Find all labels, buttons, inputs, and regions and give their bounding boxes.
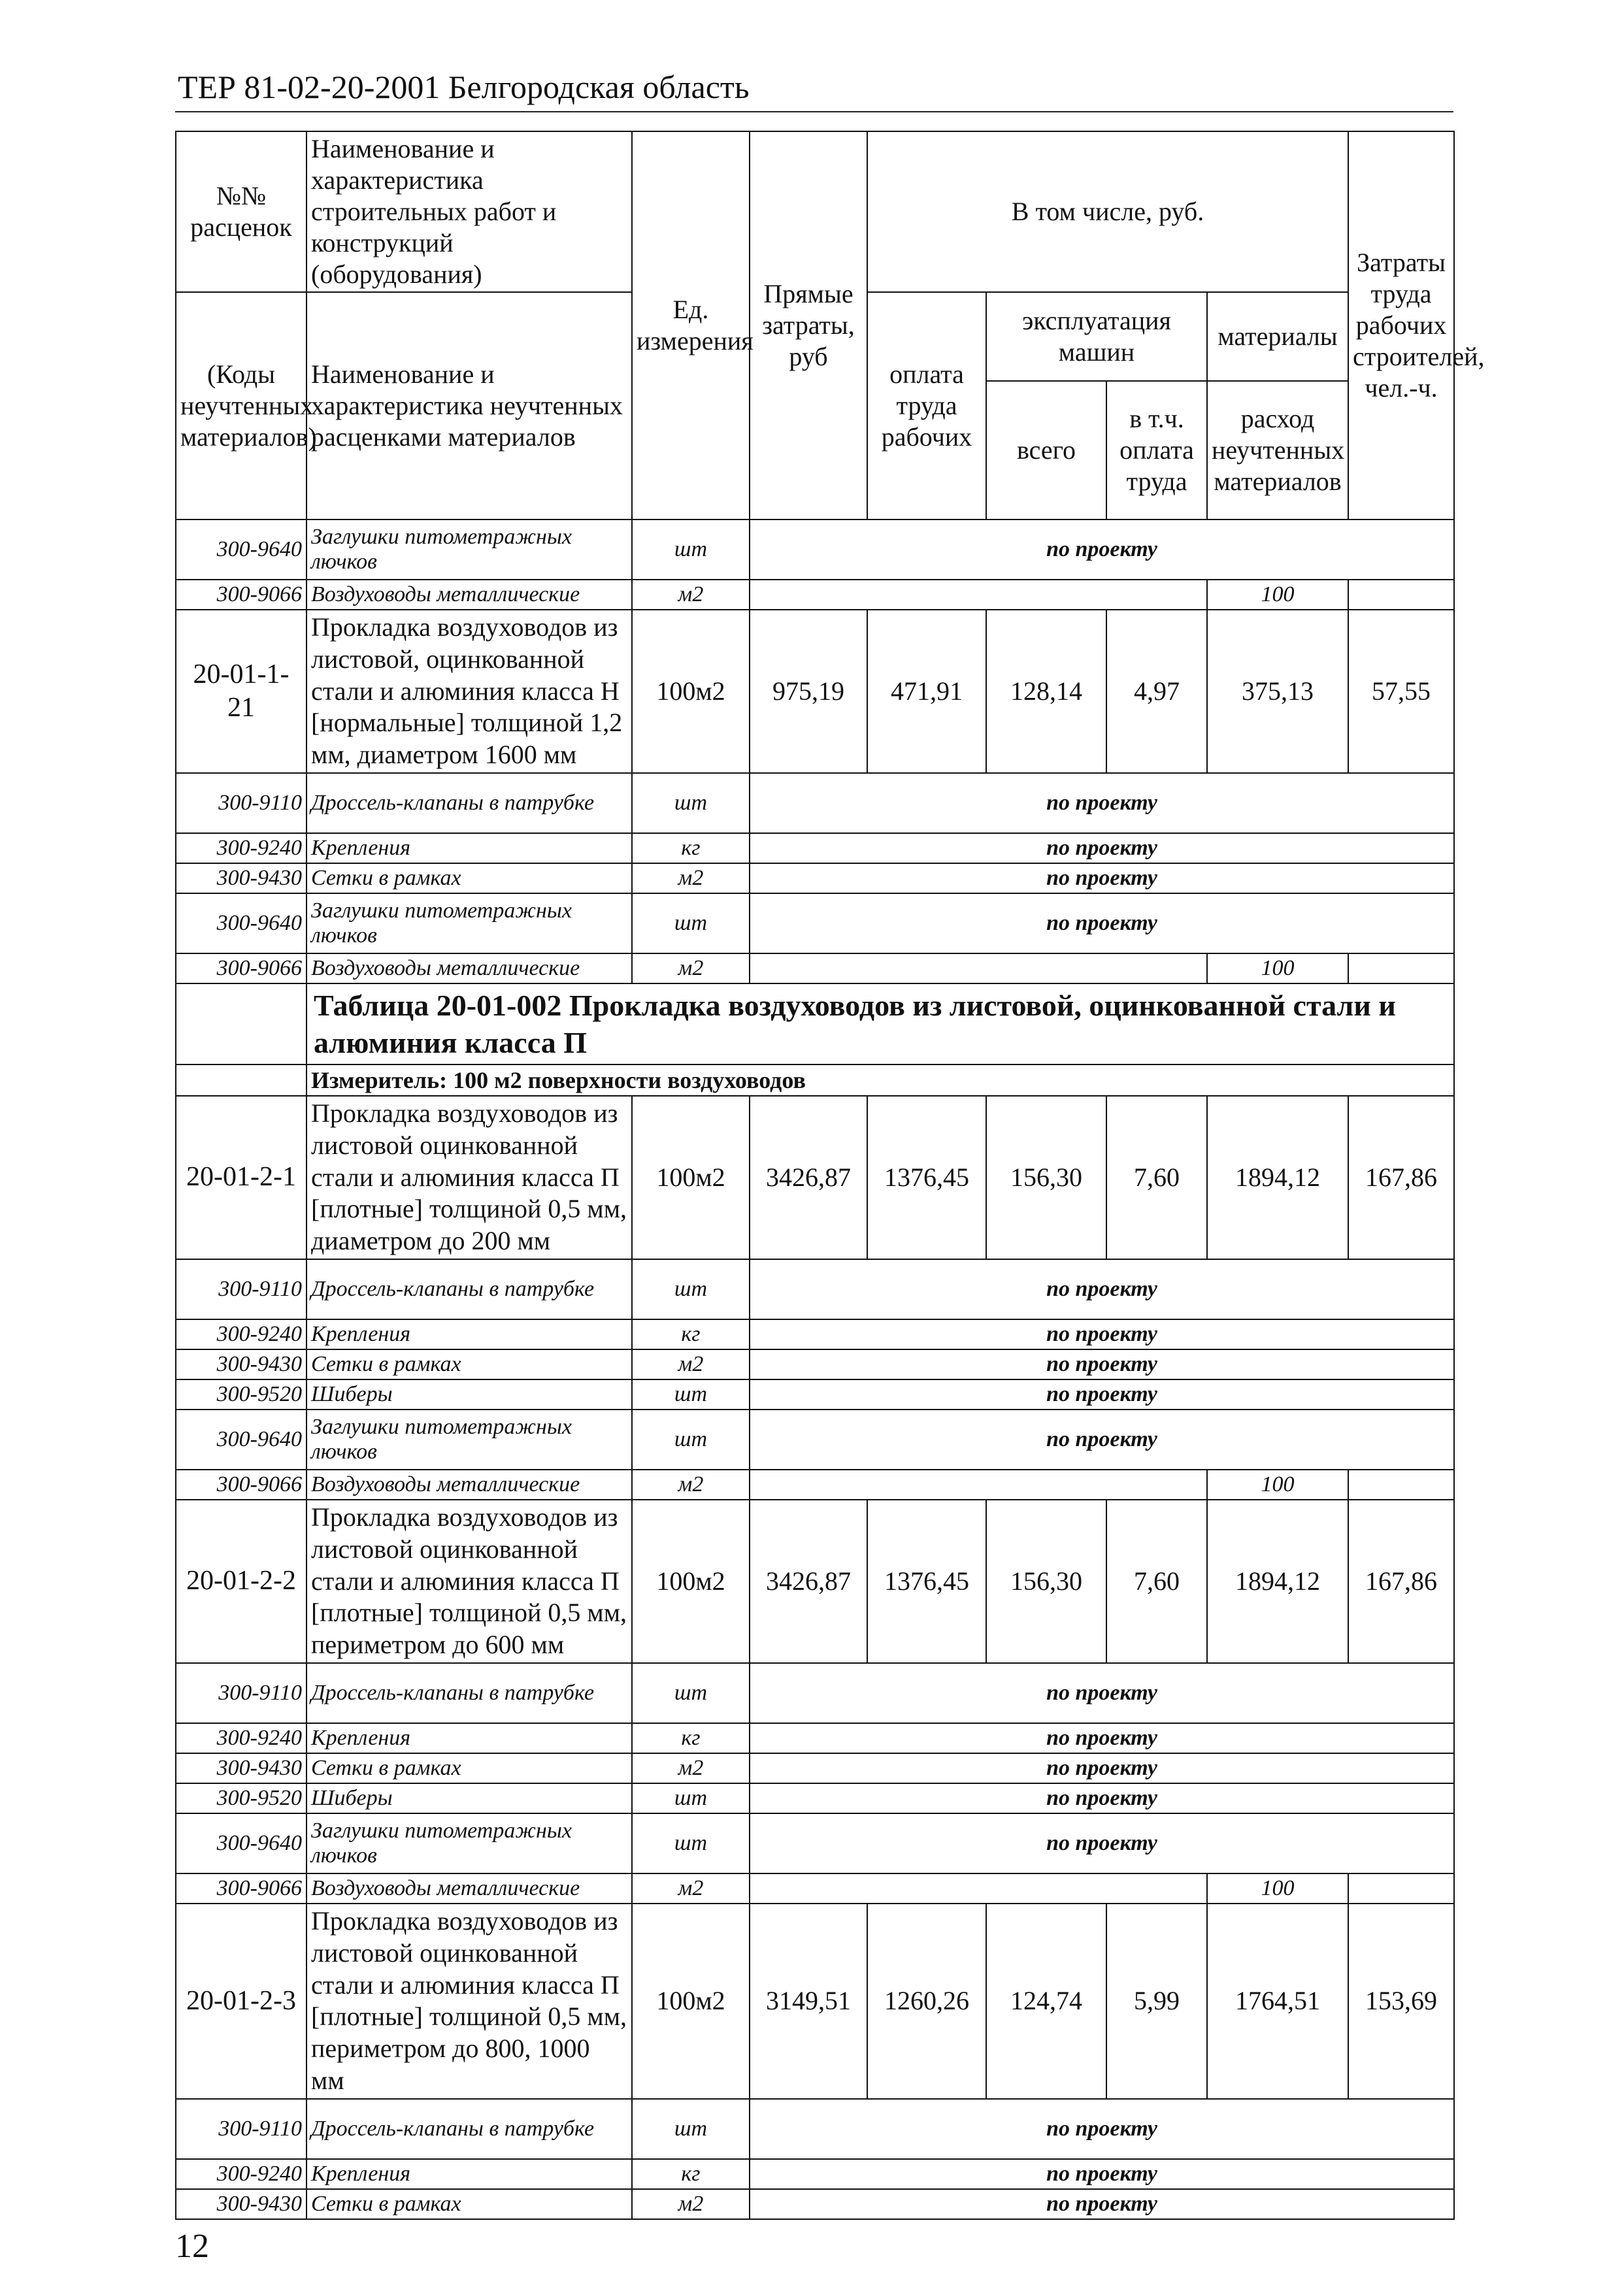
- col-header-mach-labor: в т.ч. оплата труда: [1106, 381, 1207, 520]
- col-header-code-bottom: (Коды неучтенных материалов): [176, 292, 307, 520]
- material-name: Сетки в рамках: [307, 2189, 632, 2219]
- col-header-labor: оплата труда рабочих: [867, 292, 986, 520]
- material-unit: шт: [632, 520, 750, 580]
- col-header-name-bottom: Наименование и характеристика неучтенных расценками материалов: [307, 292, 632, 520]
- material-unit: шт: [632, 773, 750, 833]
- per-project-note: по проекту: [750, 1813, 1454, 1873]
- material-unit: м2: [632, 580, 750, 610]
- material-usage: 100: [1207, 1873, 1348, 1904]
- machine-labor-cost: 4,97: [1106, 610, 1207, 773]
- col-header-incl: В том числе, руб.: [867, 131, 1348, 292]
- material-unit: м2: [632, 1349, 750, 1379]
- direct-cost: 975,19: [750, 610, 867, 773]
- material-unit: м2: [632, 863, 750, 893]
- machine-cost-total: 156,30: [986, 1096, 1106, 1259]
- material-code: 300-9640: [176, 1813, 307, 1873]
- material-unit: шт: [632, 1259, 750, 1319]
- material-unit: шт: [632, 1813, 750, 1873]
- materials-cost: 375,13: [1207, 610, 1348, 773]
- material-row: [176, 1319, 1454, 1349]
- work-description: Прокладка воздуховодов из листовой, оцинкованной стали и алюминия класса Н [нормальные] толщиной 1,2 мм, диаметром 1600 мм: [307, 610, 632, 773]
- material-row: [176, 1873, 1454, 1904]
- material-code: 300-9520: [176, 1783, 307, 1813]
- machine-cost-total: 128,14: [986, 610, 1106, 773]
- per-project-note: по проекту: [750, 833, 1454, 863]
- material-name: Крепления: [307, 1319, 632, 1349]
- material-unit: кг: [632, 1723, 750, 1753]
- material-unit: шт: [632, 1663, 750, 1723]
- machine-labor-cost: 7,60: [1106, 1500, 1207, 1663]
- rate-code: 20-01-2-2: [176, 1500, 307, 1663]
- material-unit: м2: [632, 1470, 750, 1500]
- material-unit: м2: [632, 953, 750, 983]
- materials-cost: 1894,12: [1207, 1096, 1348, 1259]
- material-row: [176, 580, 1454, 610]
- material-row: [176, 520, 1454, 580]
- material-code: 300-9430: [176, 1349, 307, 1379]
- material-unit: кг: [632, 833, 750, 863]
- per-project-note: по проекту: [750, 520, 1454, 580]
- per-project-note: по проекту: [750, 863, 1454, 893]
- material-name: Сетки в рамках: [307, 1349, 632, 1379]
- col-header-mach-total: всего: [986, 381, 1106, 520]
- per-project-note: по проекту: [750, 1753, 1454, 1783]
- material-unit: м2: [632, 1873, 750, 1904]
- material-name: Заглушки питометражных лючков: [307, 893, 632, 953]
- empty-hours-cell: [1348, 1470, 1454, 1500]
- labor-cost: 471,91: [867, 610, 986, 773]
- labor-cost: 1376,45: [867, 1500, 986, 1663]
- table-body: [176, 131, 1485, 2219]
- labor-hours: 57,55: [1348, 610, 1454, 773]
- table-title-row: [176, 983, 1454, 1064]
- material-row: [176, 2189, 1454, 2219]
- material-code: 300-9520: [176, 1379, 307, 1410]
- per-project-note: по проекту: [750, 893, 1454, 953]
- labor-hours: 153,69: [1348, 1904, 1454, 2099]
- material-name: Воздуховоды металлические: [307, 1470, 632, 1500]
- col-header-code: №№ расценок: [176, 131, 307, 292]
- material-row: [176, 1379, 1454, 1410]
- material-unit: шт: [632, 2099, 750, 2159]
- material-unit: шт: [632, 1410, 750, 1470]
- material-unit: кг: [632, 2159, 750, 2189]
- material-name: Сетки в рамках: [307, 1753, 632, 1783]
- material-row: [176, 1470, 1454, 1500]
- material-name: Заглушки питометражных лючков: [307, 1813, 632, 1873]
- material-name: Шиберы: [307, 1379, 632, 1410]
- empty-code-cell: [176, 983, 307, 1064]
- material-code: 300-9110: [176, 1259, 307, 1319]
- machine-labor-cost: 5,99: [1106, 1904, 1207, 2099]
- col-header-unit: Ед. измерения: [632, 131, 750, 520]
- material-name: Дроссель-клапаны в патрубке: [307, 2099, 632, 2159]
- col-header-materials: материалы: [1207, 292, 1348, 381]
- material-row: [176, 1663, 1454, 1723]
- per-project-note: по проекту: [750, 2189, 1454, 2219]
- material-row: [176, 773, 1454, 833]
- table-title: Таблица 20-01-002 Прокладка воздуховодов из листовой, оцинкованной стали и алюминия класса П: [307, 983, 1454, 1064]
- per-project-note: по проекту: [750, 2099, 1454, 2159]
- rate-row: [176, 610, 1454, 773]
- unit-cell: 100м2: [632, 1904, 750, 2099]
- material-code: 300-9066: [176, 1470, 307, 1500]
- material-row: [176, 2159, 1454, 2189]
- material-row: [176, 1410, 1454, 1470]
- empty-cost-cell: [750, 953, 1207, 983]
- header-divider: [175, 111, 1453, 112]
- machine-labor-cost: 7,60: [1106, 1096, 1207, 1259]
- rate-row: [176, 1096, 1454, 1259]
- per-project-note: по проекту: [750, 1783, 1454, 1813]
- material-row: [176, 1813, 1454, 1873]
- materials-cost: 1894,12: [1207, 1500, 1348, 1663]
- work-description: Прокладка воздуховодов из листовой оцинкованной стали и алюминия класса П [плотные] толщиной 0,5 мм, диаметром до 200 мм: [307, 1096, 632, 1259]
- material-code: 300-9640: [176, 1410, 307, 1470]
- measure-unit-note: Измеритель: 100 м2 поверхности воздуховодов: [307, 1064, 1454, 1096]
- unit-cell: 100м2: [632, 1500, 750, 1663]
- material-name: Крепления: [307, 1723, 632, 1753]
- empty-code-cell: [176, 1064, 307, 1096]
- material-row: [176, 1753, 1454, 1783]
- empty-cost-cell: [750, 1873, 1207, 1904]
- material-code: 300-9430: [176, 863, 307, 893]
- material-code: 300-9066: [176, 953, 307, 983]
- material-row: [176, 893, 1454, 953]
- material-usage: 100: [1207, 580, 1348, 610]
- material-code: 300-9430: [176, 1753, 307, 1783]
- header-row-top: [176, 131, 1454, 292]
- material-usage: 100: [1207, 1470, 1348, 1500]
- material-code: 300-9240: [176, 2159, 307, 2189]
- material-row: [176, 1259, 1454, 1319]
- material-code: 300-9066: [176, 580, 307, 610]
- material-code: 300-9240: [176, 1319, 307, 1349]
- rate-row: [176, 1500, 1454, 1663]
- col-header-machines: эксплуатация машин: [986, 292, 1207, 381]
- per-project-note: по проекту: [750, 1723, 1454, 1753]
- material-row: [176, 863, 1454, 893]
- rate-code: 20-01-2-1: [176, 1096, 307, 1259]
- material-unit: шт: [632, 1379, 750, 1410]
- unit-cell: 100м2: [632, 1096, 750, 1259]
- per-project-note: по проекту: [750, 1259, 1454, 1319]
- per-project-note: по проекту: [750, 1410, 1454, 1470]
- material-row: [176, 1349, 1454, 1379]
- col-header-name: Наименование и характеристика строительных работ и конструкций (оборудования): [307, 131, 632, 292]
- material-unit: м2: [632, 1753, 750, 1783]
- rate-code: 20-01-2-3: [176, 1904, 307, 2099]
- material-unit: шт: [632, 893, 750, 953]
- direct-cost: 3426,87: [750, 1500, 867, 1663]
- material-row: [176, 1783, 1454, 1813]
- direct-cost: 3149,51: [750, 1904, 867, 2099]
- material-name: Заглушки питометражных лючков: [307, 1410, 632, 1470]
- work-description: Прокладка воздуховодов из листовой оцинкованной стали и алюминия класса П [плотные] толщиной 0,5 мм, периметром до 600 мм: [307, 1500, 632, 1663]
- material-name: Крепления: [307, 2159, 632, 2189]
- col-header-hours: Затраты труда рабочих строителей, чел.-ч.: [1348, 131, 1454, 520]
- direct-cost: 3426,87: [750, 1096, 867, 1259]
- machine-cost-total: 156,30: [986, 1500, 1106, 1663]
- material-row: [176, 953, 1454, 983]
- per-project-note: по проекту: [750, 773, 1454, 833]
- material-unit: кг: [632, 1319, 750, 1349]
- labor-hours: 167,86: [1348, 1500, 1454, 1663]
- material-code: 300-9430: [176, 2189, 307, 2219]
- empty-hours-cell: [1348, 953, 1454, 983]
- material-name: Шиберы: [307, 1783, 632, 1813]
- rates-sheet: [175, 131, 1485, 2220]
- material-name: Воздуховоды металлические: [307, 953, 632, 983]
- material-unit: шт: [632, 1783, 750, 1813]
- material-name: Дроссель-клапаны в патрубке: [307, 1259, 632, 1319]
- material-code: 300-9640: [176, 520, 307, 580]
- per-project-note: по проекту: [750, 1379, 1454, 1410]
- material-name: Крепления: [307, 833, 632, 863]
- per-project-note: по проекту: [750, 1319, 1454, 1349]
- col-header-mat-usage: расход неучтенных материалов: [1207, 381, 1348, 520]
- material-name: Дроссель-клапаны в патрубке: [307, 773, 632, 833]
- page-number: 12: [175, 2228, 209, 2265]
- material-code: 300-9240: [176, 833, 307, 863]
- rates-table: [175, 131, 1485, 2220]
- labor-hours: 167,86: [1348, 1096, 1454, 1259]
- material-name: Заглушки питометражных лючков: [307, 520, 632, 580]
- per-project-note: по проекту: [750, 1349, 1454, 1379]
- measure-row: [176, 1064, 1454, 1096]
- material-code: 300-9066: [176, 1873, 307, 1904]
- labor-cost: 1376,45: [867, 1096, 986, 1259]
- rate-row: [176, 1904, 1454, 2099]
- material-name: Воздуховоды металлические: [307, 580, 632, 610]
- unit-cell: 100м2: [632, 610, 750, 773]
- empty-cost-cell: [750, 1470, 1207, 1500]
- material-name: Сетки в рамках: [307, 863, 632, 893]
- material-name: Дроссель-клапаны в патрубке: [307, 1663, 632, 1723]
- material-unit: м2: [632, 2189, 750, 2219]
- per-project-note: по проекту: [750, 2159, 1454, 2189]
- material-code: 300-9640: [176, 893, 307, 953]
- material-row: [176, 2099, 1454, 2159]
- material-code: 300-9110: [176, 1663, 307, 1723]
- machine-cost-total: 124,74: [986, 1904, 1106, 2099]
- material-row: [176, 833, 1454, 863]
- rate-code: 20-01-1-21: [176, 610, 307, 773]
- material-name: Воздуховоды металлические: [307, 1873, 632, 1904]
- material-usage: 100: [1207, 953, 1348, 983]
- materials-cost: 1764,51: [1207, 1904, 1348, 2099]
- work-description: Прокладка воздуховодов из листовой оцинкованной стали и алюминия класса П [плотные] толщиной 0,5 мм, периметром до 800, 1000 мм: [307, 1904, 632, 2099]
- col-header-direct: Прямые затраты, руб: [750, 131, 867, 520]
- empty-hours-cell: [1348, 1873, 1454, 1904]
- empty-cost-cell: [750, 580, 1207, 610]
- material-code: 300-9110: [176, 2099, 307, 2159]
- page-header-title: ТЕР 81-02-20-2001 Белгородская область: [178, 69, 750, 105]
- material-row: [176, 1723, 1454, 1753]
- empty-hours-cell: [1348, 580, 1454, 610]
- per-project-note: по проекту: [750, 1663, 1454, 1723]
- labor-cost: 1260,26: [867, 1904, 986, 2099]
- material-code: 300-9240: [176, 1723, 307, 1753]
- material-code: 300-9110: [176, 773, 307, 833]
